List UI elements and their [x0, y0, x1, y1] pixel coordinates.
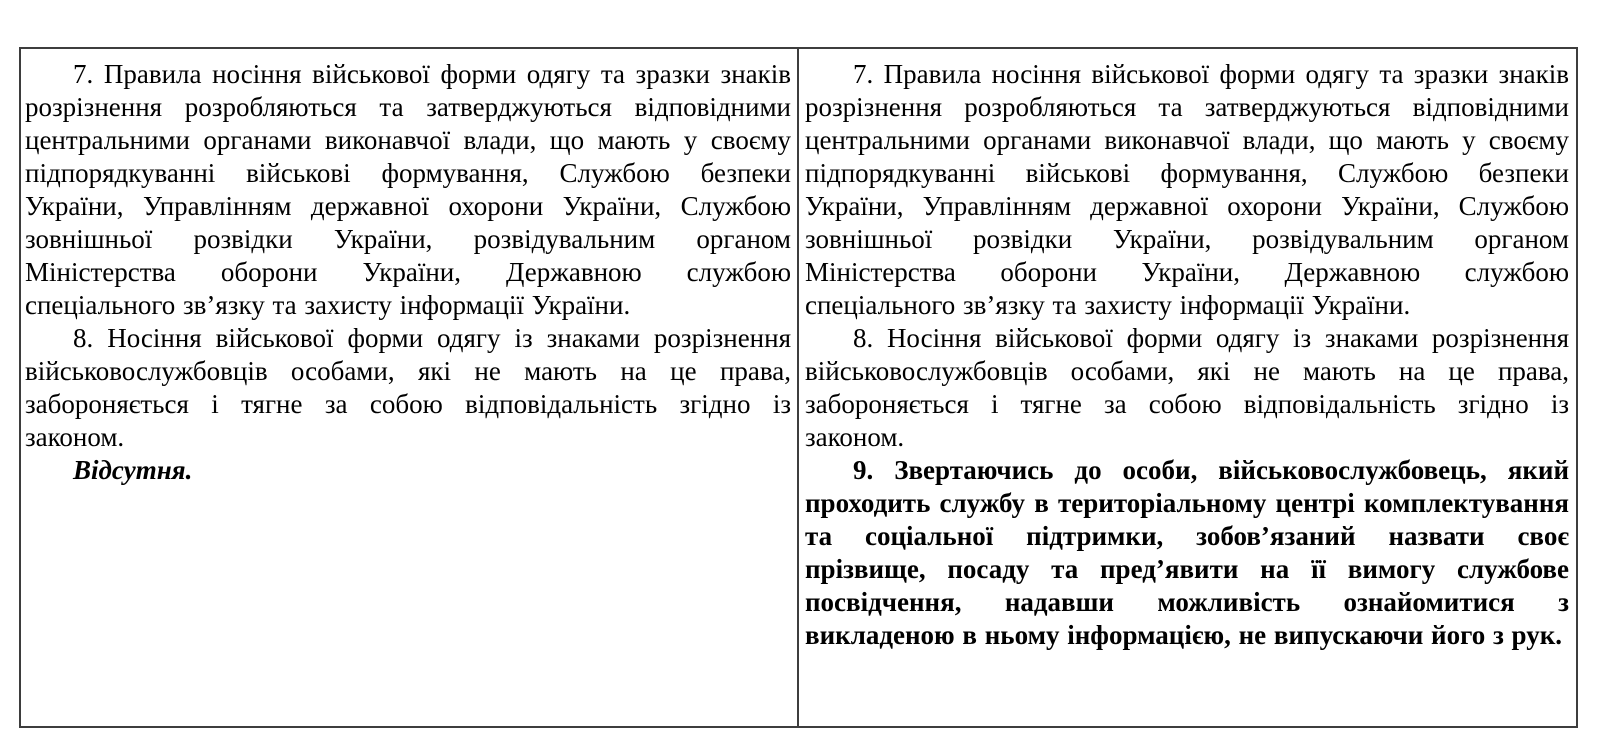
left-paragraph-clause-7: 7. Правила носіння військової форми одягу та зразки знаків розрізнення розробляються та затверджуються відповідними центральними органами виконавчої влади, що мають у своєму підпорядкуванні військові формування, Службою безпеки України, Управлінням державної охорони України, Службою зовнішньої розвідки України, розвідувальним органом Міністерства оборони України, Державною службою спеціального зв’язку та захисту інформації України. — [25, 59, 791, 320]
right-column-proposed-version — [799, 49, 1576, 726]
right-paragraph-clause-7: 7. Правила носіння військової форми одягу та зразки знаків розрізнення розробляються та затверджуються відповідними центральними органами виконавчої влади, що мають у своєму підпорядкуванні військові формування, Службою безпеки України, Управлінням державної охорони України, Службою зовнішньої розвідки України, розвідувальним органом Міністерства оборони України, Державною службою спеціального зв’язку та захисту інформації України. — [805, 59, 1569, 320]
left-column-current-version — [21, 49, 799, 726]
comparison-table — [19, 47, 1578, 728]
left-paragraph-clause-8: 8. Носіння військової форми одягу із знаками розрізнення військовослужбовців особами, які не мають на це права, забороняється і тягне за собою відповідальність згідно із законом. — [25, 323, 791, 452]
right-paragraph-clause-8: 8. Носіння військової форми одягу із знаками розрізнення військовослужбовців особами, які не мають на це права, забороняється і тягне за собою відповідальність згідно із законом. — [805, 323, 1569, 452]
right-paragraph-clause-9-new: 9. Звертаючись до особи, військовослужбовець, який проходить службу в територіальному центрі комплектування та соціальної підтримки, зобов’язаний назвати своє прізвище, посаду та пред’явити на її вимогу службове посвідчення, надавши можливість ознайомитися з викладеною в ньому інформацією, не випускаючи його з рук. — [805, 455, 1569, 650]
left-paragraph-absent-note: Відсутня. — [73, 455, 193, 485]
